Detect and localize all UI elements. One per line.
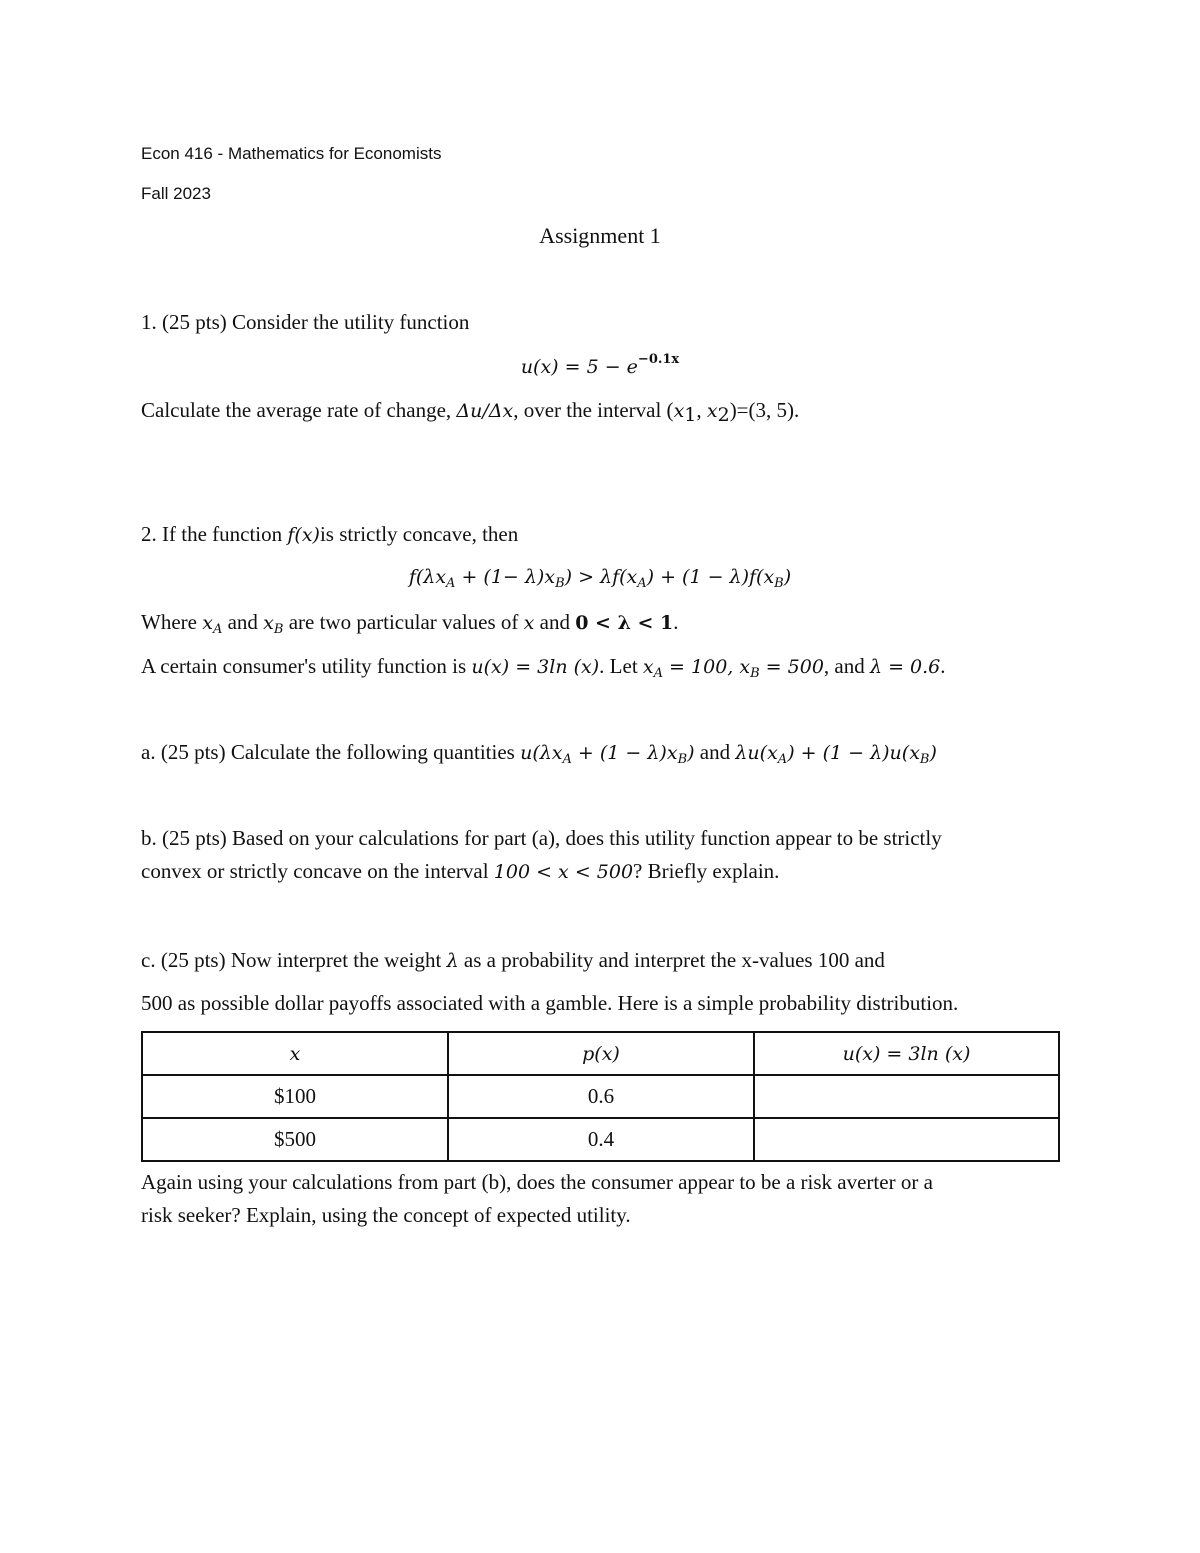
table-cell: $100 — [142, 1075, 448, 1118]
q2-where-text: Where — [141, 610, 203, 634]
part-b-line-1: b. (25 pts) Based on your calculations for part (a), does this utility function appear to be strictly — [141, 826, 942, 850]
assignment-title: Assignment 1 — [539, 223, 661, 248]
q1-x1-sub: 1 — [684, 404, 697, 426]
q1-x2-sub: 2 — [717, 404, 730, 426]
table-row — [142, 1075, 1059, 1118]
q1-equation-exponent: −0.1x — [637, 352, 680, 367]
table-cell — [754, 1075, 1059, 1118]
course-title: Econ 416 - Mathematics for Economists — [141, 144, 442, 163]
q1-interval: )=(3, 5). — [729, 398, 800, 422]
q2-where-and: and — [222, 610, 264, 634]
q2-let-text: . Let — [599, 654, 643, 678]
part-c-followup-1: Again using your calculations from part (b), does the consumer appear to be a risk averter or a — [141, 1170, 933, 1194]
term-label: Fall 2023 — [141, 184, 211, 203]
q1-equation — [0, 352, 1200, 378]
part-a — [141, 740, 937, 765]
q1-x2: x — [706, 400, 718, 422]
q2-xa-val: = 100, — [663, 656, 740, 678]
part-a-and: and — [694, 740, 736, 764]
part-c-line-2: 500 as possible dollar payoffs associated with a gamble. Here is a simple probability distribution. — [141, 991, 959, 1015]
q2-consumer-end: . — [940, 654, 946, 678]
table-header-row — [142, 1032, 1059, 1075]
table-cell — [754, 1118, 1059, 1161]
q2-xb: $x_B$ — [263, 612, 284, 637]
part-b-interval: 100 < x < 500 — [493, 861, 634, 883]
q2-where-x: x — [523, 612, 535, 634]
q2-utility-function: u(x) = 3ln (x) — [471, 656, 600, 678]
table-row — [142, 1118, 1059, 1161]
q2-where-and2: and — [534, 610, 576, 634]
q2-xb-val: = 500 — [759, 656, 824, 678]
table-cell: 0.4 — [448, 1118, 754, 1161]
q2-lambda-value: λ = 0.6 — [869, 656, 941, 678]
q2-where-mid: are two particular values of — [283, 610, 524, 634]
q2-intro — [141, 522, 518, 547]
q1-x1: x — [673, 400, 685, 422]
q2-where-line — [141, 610, 679, 635]
table-cell: 0.6 — [448, 1075, 754, 1118]
part-b-end: ? Briefly explain. — [633, 859, 780, 883]
header-ux-text: u(x) = 3ln (x) — [842, 1043, 971, 1065]
q2-consumer-line — [141, 654, 946, 679]
q2-xa-value: $x_A = 100$, $x_B = 500$ — [642, 656, 824, 681]
q1-equation-base: u(x) = 5 − e — [520, 356, 638, 378]
q2-concavity-inequality — [0, 566, 1200, 591]
q1-prompt: 1. (25 pts) Consider the utility function — [141, 310, 470, 334]
q2-and-text: , and — [823, 654, 870, 678]
q1-instruction — [141, 398, 800, 426]
part-c-followup-2: risk seeker? Explain, using the concept of expected utility. — [141, 1203, 631, 1227]
header-px — [448, 1032, 754, 1075]
q2-intro-end: is strictly concave, then — [319, 522, 519, 546]
part-a-text: a. (25 pts) Calculate the following quantities — [141, 740, 521, 764]
header-x-text: x — [289, 1043, 301, 1065]
header-px-text: p(x) — [582, 1043, 620, 1065]
header-x — [142, 1032, 448, 1075]
q1-rate-expression: Δu/Δx — [456, 400, 514, 422]
q1-calc-text: Calculate the average rate of change, — [141, 398, 457, 422]
q1-calc-mid: , over the interval ( — [513, 398, 674, 422]
q2-lambda-cond-text: 0 < λ < 1 — [575, 612, 674, 634]
q2-intro-text: 2. If the function — [141, 522, 288, 546]
part-b-text: convex or strictly concave on the interval — [141, 859, 494, 883]
part-c-lambda: λ — [446, 950, 459, 972]
header-ux — [754, 1032, 1059, 1075]
q2-where-end: . — [673, 610, 679, 634]
q2-function: f(x) — [287, 524, 320, 546]
part-c-text-end: as a probability and interpret the x-values 100 and — [458, 948, 885, 972]
q2-consumer-text: A certain consumer's utility function is — [141, 654, 472, 678]
q2-xa: $x_A$ — [202, 612, 223, 637]
q2-inequality-expression: $f(\lambda x_A + (1- \lambda)x_B) > \lambda f(x_A) + (1 - \lambda)f(x_B)$ — [408, 566, 792, 591]
table-cell: $500 — [142, 1118, 448, 1161]
part-c-text: c. (25 pts) Now interpret the weight — [141, 948, 447, 972]
part-c-line-1 — [141, 948, 885, 973]
q1-comma: , — [696, 398, 707, 422]
q2-lambda-condition — [575, 612, 673, 634]
part-b-line-2 — [141, 859, 779, 884]
probability-distribution-table — [141, 1031, 1060, 1162]
part-a-quantity-1: $u(\lambda x_A + (1 - \lambda)x_B)$ — [520, 742, 695, 767]
part-a-quantity-2: $\lambda u(x_A) + (1 - \lambda)u(x_B)$ — [735, 742, 937, 767]
